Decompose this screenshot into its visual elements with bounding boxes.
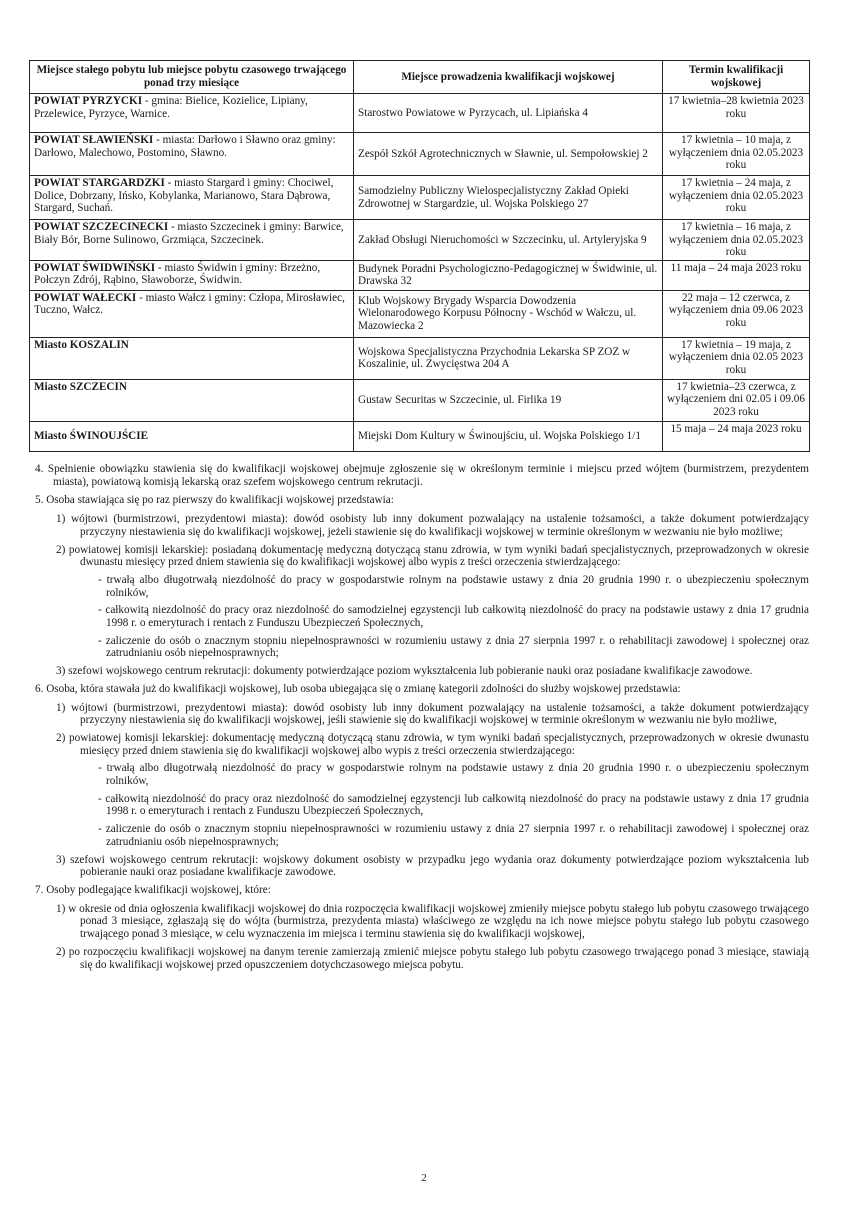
term-cell: 22 maja – 12 czerwca, z wyłączeniem dnia 09.06 2023 roku bbox=[663, 290, 810, 337]
place-cell: Starostwo Powiatowe w Pyrzycach, ul. Lipiańska 4 bbox=[354, 94, 663, 133]
paragraph-7: 7. Osoby podlegające kwalifikacji wojskowej, które: bbox=[35, 883, 271, 896]
paragraph-5-item-2-dash-b: - całkowitą niezdolność do pracy oraz niezdolność do samodzielnej egzystencji lub całkowitą niezdolność do pracy na podstawie ustawy z dnia 17 grudnia 1998 r. o emeryturach i rentach z Funduszu Ubezpieczeń Społecznych, bbox=[98, 604, 809, 630]
place-cell: Zespół Szkół Agrotechnicznych w Sławnie, ul. Sempołowskiej 2 bbox=[354, 133, 663, 176]
term-cell: 17 kwietnia–28 kwietnia 2023 roku bbox=[663, 94, 810, 133]
area-communes: - gmina: Bielice, Kozielice, Lipiany, Przelewice, Pyrzyce, Warnice. bbox=[34, 95, 308, 120]
area-name: Miasto KOSZALIN bbox=[34, 338, 129, 351]
paragraph-5-item-2-dash-c: - zaliczenie do osób o znacznym stopniu niepełnosprawności w rozumieniu ustawy z dnia 27 sierpnia 1997 r. o rehabilitacji zawodowej i społecznej oraz zatrudnianiu osób niepełnosprawnych; bbox=[98, 634, 809, 660]
table-header-row bbox=[30, 61, 810, 94]
header-term: Termin kwalifikacji wojskowej bbox=[663, 61, 810, 94]
area-cell bbox=[30, 379, 354, 421]
paragraph-5-item-2: 2) powiatowej komisji lekarskiej: posiadaną dokumentację medyczną dotyczącą stanu zdrowia, w tym wyniki badań specjalistycznych, przeprowadzonych w okresie dwunastu miesięcy przed dniem stawienia się do kwalifikacji wojskowej albo wypis z treści orzeczenia stwierdzającego: bbox=[56, 543, 809, 569]
table-row bbox=[30, 176, 810, 220]
place-cell: Wojskowa Specjalistyczna Przychodnia Lekarska SP ZOZ w Koszalinie, ul. Zwycięstwa 204 A bbox=[354, 337, 663, 379]
area-communes: - miasto Szczecinek i gminy: Barwice, Biały Bór, Borne Sulinowo, Grzmiąca, Szczecinek. bbox=[34, 221, 344, 246]
term-cell: 11 maja – 24 maja 2023 roku bbox=[663, 260, 810, 290]
area-cell bbox=[30, 260, 354, 290]
term-cell: 17 kwietnia – 19 maja, z wyłączeniem dnia 02.05 2023 roku bbox=[663, 337, 810, 379]
area-name: POWIAT STARGARDZKI bbox=[34, 177, 165, 189]
place-cell: Miejski Dom Kultury w Świnoujściu, ul. Wojska Polskiego 1/1 bbox=[354, 421, 663, 451]
area-communes: - miasto Świdwin i gminy: Brzeżno, Połczyn Zdrój, Rąbino, Sławoborze, Świdwin. bbox=[34, 261, 321, 287]
area-cell bbox=[30, 290, 354, 337]
place-cell: Samodzielny Publiczny Wielospecjalistyczny Zakład Opieki Zdrowotnej w Stargardzie, ul. Wojska Polskiego 27 bbox=[354, 176, 663, 220]
table-row bbox=[30, 220, 810, 261]
qualification-table bbox=[29, 60, 810, 452]
paragraph-7-item-1: 1) w okresie od dnia ogłoszenia kwalifikacji wojskowej do dnia rozpoczęcia kwalifikacji wojskowej zmieniły miejsce pobytu stałego lub pobytu czasowego trwającego ponad 3 miesiące, zgłaszają się do wójta (burmistrza, prezydenta miasta) właściwego ze względu na ich nowe miejsce pobytu stałego lub pobytu czasowego trwającego ponad 3 miesiące, w celu wyznaczenia im miejsca i terminu stawienia się do kwalifikacji wojskowej, bbox=[56, 902, 809, 941]
area-name: POWIAT ŚWIDWIŃSKI bbox=[34, 261, 156, 274]
place-cell: Zakład Obsługi Nieruchomości w Szczecinku, ul. Artyleryjska 9 bbox=[354, 220, 663, 261]
area-cell bbox=[30, 94, 354, 133]
area-cell bbox=[30, 220, 354, 261]
term-cell: 17 kwietnia – 10 maja, z wyłączeniem dnia 02.05.2023 roku bbox=[663, 133, 810, 176]
paragraph-6-item-2-dash-a: - trwałą albo długotrwałą niezdolność do pracy w gospodarstwie rolnym na podstawie ustawy z dnia 20 grudnia 1990 r. o ubezpieczeniu społecznym rolników, bbox=[98, 762, 809, 788]
paragraph-5-item-2-dash-a: - trwałą albo długotrwałą niezdolność do pracy w gospodarstwie rolnym na podstawie ustawy z dnia 20 grudnia 1990 r. o ubezpieczeniu społecznym rolników, bbox=[98, 573, 809, 599]
area-name: POWIAT SŁAWIEŃSKI bbox=[34, 134, 154, 146]
table-row bbox=[30, 421, 810, 451]
area-name: Miasto SZCZECIN bbox=[34, 380, 127, 393]
area-communes: - miasta: Darłowo i Sławno oraz gminy: Darłowo, Malechowo, Postomino, Sławno. bbox=[34, 134, 336, 159]
term-cell: 15 maja – 24 maja 2023 roku bbox=[663, 421, 810, 451]
paragraph-5-item-1: 1) wójtowi (burmistrzowi, prezydentowi miasta): dowód osobisty lub inny dokument pozwalający na ustalenie tożsamości, a także dokument potwierdzający przyczyny niestawienia się do kwalifikacji wojskowej, jeżeli stawienie się do kwalifikacji wojskowej w terminie określonym w wezwaniu nie było możliwe; bbox=[56, 513, 809, 538]
area-name: Miasto ŚWINOUJŚCIE bbox=[34, 429, 149, 442]
term-cell: 17 kwietnia – 24 maja, z wyłączeniem dnia 02.05.2023 roku bbox=[663, 176, 810, 220]
area-communes: - miasto Wałcz i gminy: Człopa, Mirosławiec, Tuczno, Wałcz. bbox=[34, 291, 345, 317]
area-cell bbox=[30, 337, 354, 379]
paragraph-6-item-1: 1) wójtowi (burmistrzowi, prezydentowi miasta): dowód osobisty lub inny dokument pozwalający na ustalenie tożsamości, a także dokument potwierdzający przyczyny niestawienia się do kwalifikacji wojskowej, jeśli stawienie się do kwalifikacji wojskowej w terminie określonym w wezwaniu nie było możliwe, bbox=[56, 701, 809, 727]
area-cell bbox=[30, 133, 354, 176]
paragraph-6-item-2-dash-c: - zaliczenie do osób o znacznym stopniu niepełnosprawności w rozumieniu ustawy z dnia 27 sierpnia 1997 r. o rehabilitacji zawodowej i społecznej oraz zatrudnianiu osób niepełnosprawnych; bbox=[98, 823, 809, 848]
body-text bbox=[29, 463, 809, 976]
place-cell: Budynek Poradni Psychologiczno-Pedagogicznej w Świdwinie, ul. Drawska 32 bbox=[354, 260, 663, 290]
area-name: POWIAT WAŁECKI bbox=[34, 291, 137, 304]
area-name: POWIAT SZCZECINECKI bbox=[34, 221, 169, 233]
table-row bbox=[30, 290, 810, 337]
header-residence: Miejsce stałego pobytu lub miejsce pobytu czasowego trwającego ponad trzy miesiące bbox=[30, 61, 354, 94]
table-row bbox=[30, 94, 810, 133]
place-cell: Gustaw Securitas w Szczecinie, ul. Firlika 19 bbox=[354, 379, 663, 421]
area-communes: - miasto Stargard i gminy: Chociwel, Dolice, Dobrzany, Ińsko, Kobylanka, Marianowo, Stara Dąbrowa, Stargard, Suchań. bbox=[34, 177, 334, 215]
paragraph-6-item-2-dash-b: - całkowitą niezdolność do pracy oraz niezdolność do samodzielnej egzystencji lub całkowitą niezdolność do pracy na podstawie ustawy z dnia 17 grudnia 1998 r. o emeryturach i rentach z Funduszu Ubezpieczeń Społecznych, bbox=[98, 792, 809, 818]
term-cell: 17 kwietnia–23 czerwca, z wyłączeniem dni 02.05 i 09.06 2023 roku bbox=[663, 379, 810, 421]
term-cell: 17 kwietnia – 16 maja, z wyłączeniem dnia 02.05.2023 roku bbox=[663, 220, 810, 261]
paragraph-6: 6. Osoba, która stawała już do kwalifikacji wojskowej, lub osoba ubiegająca się o zmianę kategorii zdolności do służby wojskowej przedstawia: bbox=[35, 682, 681, 695]
paragraph-7-item-2: 2) po rozpoczęciu kwalifikacji wojskowej na danym terenie zamierzają zmienić miejsce pobytu stałego lub pobytu czasowego trwającego ponad 3 miesiące, stawiają się do kwalifikacji wojskowej przed opuszczeniem dotychczasowego miejsca pobytu. bbox=[56, 945, 809, 971]
area-name: POWIAT PYRZYCKI bbox=[34, 95, 143, 107]
paragraph-5-item-3: 3) szefowi wojskowego centrum rekrutacji: dokumenty potwierdzające poziom wykształcenia lub pobieranie nauki oraz posiadane kwalifikacje zawodowe. bbox=[56, 665, 753, 678]
header-place: Miejsce prowadzenia kwalifikacji wojskowej bbox=[354, 61, 663, 94]
place-cell: Klub Wojskowy Brygady Wsparcia Dowodzenia Wielonarodowego Korpusu Północny - Wschód w Wałczu, ul. Mazowiecka 2 bbox=[354, 290, 663, 337]
table-row bbox=[30, 379, 810, 421]
table-row bbox=[30, 337, 810, 379]
area-cell bbox=[30, 421, 354, 451]
paragraph-4: 4. Spełnienie obowiązku stawienia się do kwalifikacji wojskowej obejmuje zgłoszenie się w określonym terminie i miejscu przed wójtem (burmistrzem, prezydentem miasta), powiatową komisją lekarską oraz szefem wojskowego centrum rekrutacji. bbox=[35, 463, 809, 488]
area-cell bbox=[30, 176, 354, 220]
paragraph-6-item-2: 2) powiatowej komisji lekarskiej: dokumentację medyczną dotyczącą stanu zdrowia, w tym wyniki badań specjalistycznych, przeprowadzonych w okresie dwunastu miesięcy przed dniem stawienia się do kwalifikacji wojskowej albo wypis z treści orzeczenia stwierdzającego: bbox=[56, 731, 809, 757]
page-number: 2 bbox=[421, 1172, 427, 1184]
paragraph-6-item-3: 3) szefowi wojskowego centrum rekrutacji: wojskowy dokument osobisty w przypadku jego wydania oraz dokumenty potwierdzające poziom wykształcenia lub pobieranie nauki oraz posiadane kwalifikacje zawodowe. bbox=[56, 853, 809, 879]
table-row bbox=[30, 260, 810, 290]
paragraph-5: 5. Osoba stawiająca się po raz pierwszy do kwalifikacji wojskowej przedstawia: bbox=[35, 494, 394, 507]
table-row bbox=[30, 133, 810, 176]
